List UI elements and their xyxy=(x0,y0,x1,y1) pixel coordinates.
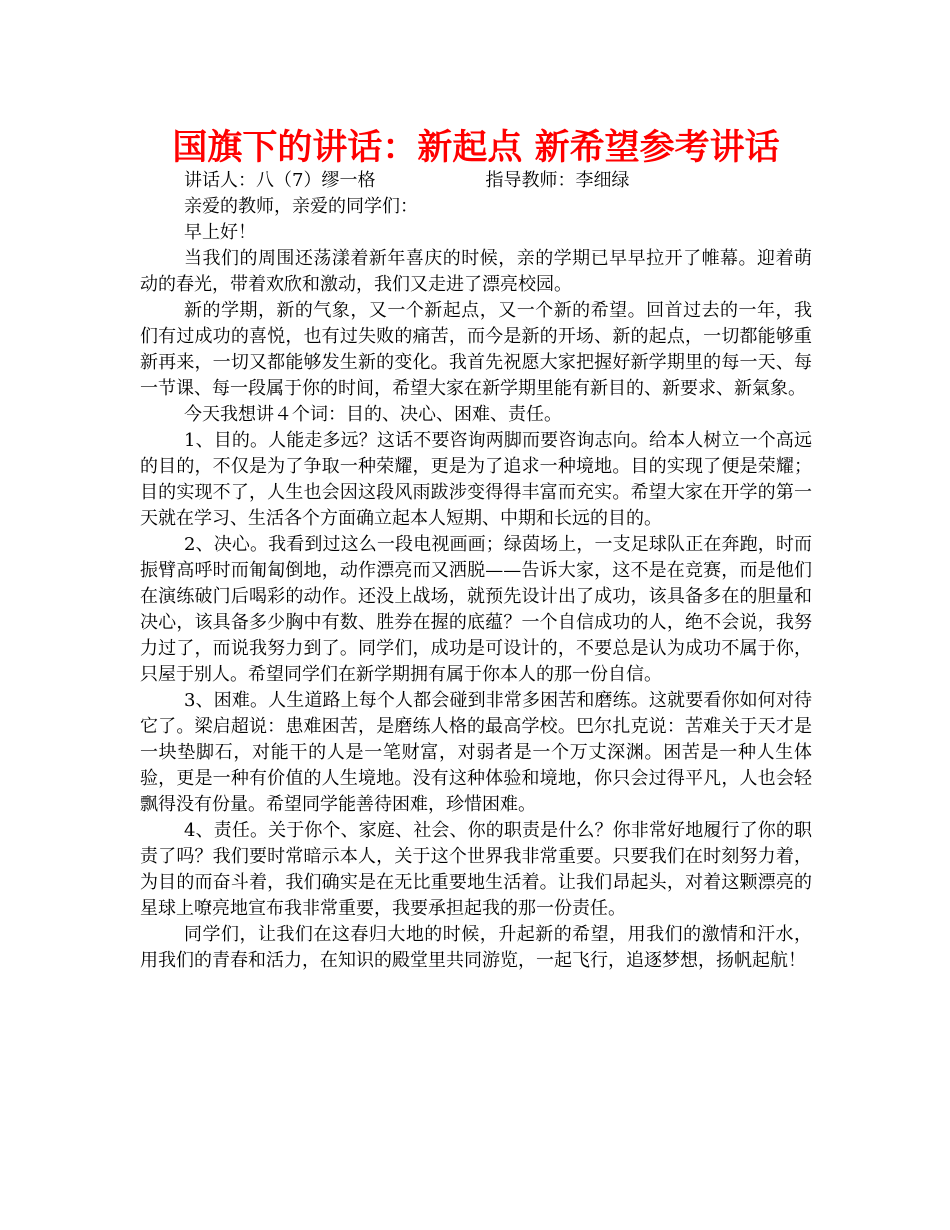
paragraph: 2、决心。我看到过这么一段电视画画；绿茵场上，一支足球队正在奔跑，时而振臂高呼时而匍匐倒地，动作漂亮而又洒脱——告诉大家，这不是在竞赛，而是他们在演练破门后喝彩的动作。还没上战场，就预先设计出了成功，该具备多在的胆量和决心，该具备多少胸中有数、胜券在握的底蕴？一个自信成功的人，绝不会说，我努力过了，而说我努力到了。同学们，成功是可设计的，不要总是认为成功不属于你，只屋于别人。希望同学们在新学期拥有属于你本人的那一份自信。 xyxy=(140,534,812,685)
page-title: 国旗下的讲话：新起点 新希望参考讲话 xyxy=(172,128,780,168)
greeting-line: 早上好！ xyxy=(184,222,256,243)
paragraph: 4、责任。关于你个、家庭、社会、你的职责是什么？你非常好地履行了你的职责了吗？我们要时常暗示本人，关于这个世界我非常重要。只要我们在时刻努力着，为目的而奋斗着，我们确实是在无比重要地生活着。让我们昂起头，对着这颗漂亮的星球上嘹亮地宣布我非常重要，我要承担起我的那一份责任。 xyxy=(140,820,812,919)
speaker-line: 讲话人：八（7）缪一格 xyxy=(184,170,376,191)
teacher-line: 指导教师：李细绿 xyxy=(485,170,630,191)
document-page xyxy=(140,128,812,974)
byline xyxy=(140,168,812,194)
paragraph: 同学们，让我们在这春归大地的时候，升起新的希望，用我们的激情和汗水，用我们的青春和活力，在知识的殿堂里共同游览，一起飞行，追逐梦想，扬帆起航！ xyxy=(140,924,812,971)
greeting-line: 亲爱的教师，亲爱的同学们： xyxy=(184,196,418,217)
paragraph: 新的学期，新的气象，又一个新起点，又一个新的希望。回首过去的一年，我们有过成功的喜悦，也有过失败的痛苦，而今是新的开场、新的起点，一切都能够重新再来，一切又都能够发生新的变化。我首先祝愿大家把握好新学期里的每一天、每一节课、每一段属于你的时间，希望大家在新学期里能有新目的、新要求、新氣象。 xyxy=(140,300,812,399)
paragraph: 今天我想讲４个词：目的、决心、困难、责任。 xyxy=(184,404,562,425)
paragraph: 1、目的。人能走多远？这话不要咨询两脚而要咨询志向。给本人树立一个高远的目的，不仅是为了争取一种荣耀，更是为了追求一种境地。目的实现了便是荣耀；目的实现不了，人生也会因这段风雨跋涉变得得丰富而充实。希望大家在开学的第一天就在学习、生活各个方面确立起本人短期、中期和长远的目的。 xyxy=(140,430,812,529)
paragraph: 3、困难。人生道路上每个人都会碰到非常多困苦和磨练。这就要看你如何对待它了。梁启超说：患难困苦，是磨练人格的最高学校。巴尔扎克说：苦难关于天才是一块垫脚石，对能干的人是一笔财富，对弱者是一个万丈深渊。困苦是一种人生体验，更是一种有价值的人生境地。没有这种体验和境地，你只会过得平凡，人也会轻飘得没有份量。希望同学能善待困难，珍惜困难。 xyxy=(140,690,812,815)
paragraph: 当我们的周围还荡漾着新年喜庆的时候，亲的学期已早早拉开了帷幕。迎着萌动的春光，带着欢欣和激动，我们又走进了漂亮校园。 xyxy=(140,248,812,295)
